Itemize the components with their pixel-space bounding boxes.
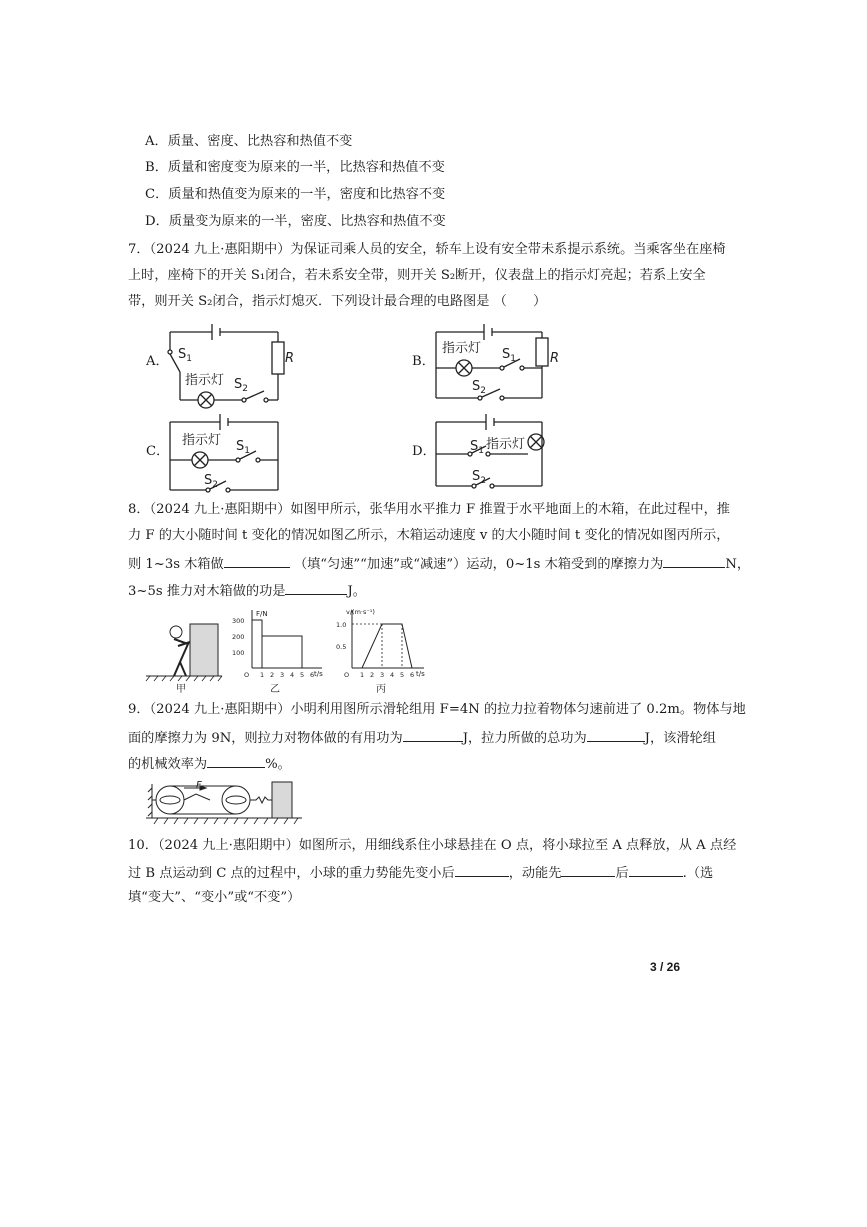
- answer-blank-6[interactable]: [207, 753, 265, 768]
- q10-line-2: 过 B 点运动到 C 点的过程中，小球的重力势能先变小后 ，动能先 后 .（选: [128, 862, 713, 884]
- resistor-label: R: [550, 351, 560, 366]
- q7-line-2: 上时，座椅下的开关 S₁闭合，若未系安全带，则开关 S₂断开，仪表盘上的指示灯亮起；若系上安全: [128, 268, 706, 283]
- force-f-label: F: [196, 780, 202, 791]
- force-line: [282, 636, 302, 668]
- x-tick-label: 5: [300, 671, 305, 679]
- q9-line-3: 的机械效率为 %。: [128, 753, 291, 775]
- q8-line-4: 3~5s 推力对木箱做的功是 J。: [128, 580, 366, 602]
- x-tick-label: 6: [410, 671, 415, 679]
- pulley-figure: [144, 778, 304, 828]
- lamp-label: 指示灯: [182, 433, 222, 448]
- s1-label: $S_1$: [236, 439, 250, 456]
- y-axis-title: v/(m·s⁻¹): [346, 608, 375, 616]
- x-tick-label: 2: [270, 671, 275, 679]
- lamp-label: 指示灯: [486, 437, 526, 452]
- velocity-line: [362, 624, 412, 668]
- s1-label: $S_1$: [470, 439, 484, 456]
- y-tick-label: 200: [232, 633, 245, 641]
- answer-blank-7[interactable]: [455, 862, 509, 877]
- y-tick-label: 0.5: [336, 643, 347, 651]
- answer-blank-4[interactable]: [403, 727, 463, 742]
- q9-line-1: 9．（2024 九上·惠阳期中）小明利用图所示滑轮组用 F=4N 的拉力拉着物体匀速前进了 0.2m。物体与地: [128, 702, 746, 717]
- x-tick-label: 3: [280, 671, 285, 679]
- circuit-b-label: B．: [412, 354, 435, 369]
- x-tick-label: 2: [370, 671, 375, 679]
- answer-blank-9[interactable]: [629, 862, 683, 877]
- option-c: C．质量和热值变为原来的一半，密度和比热容不变: [145, 187, 446, 202]
- q7-line-1: 7．（2024 九上·惠阳期中）为保证司乘人员的安全，轿车上设有安全带未系提示系统。当乘客坐在座椅: [128, 242, 726, 257]
- chart-bing: [336, 606, 428, 696]
- s1-label: $S_1$: [502, 347, 516, 364]
- q9-line-2: 面的摩擦力为 9N，则拉力对物体做的有用功为 J，拉力所做的总功为 J，该滑轮组: [128, 727, 716, 749]
- q8-line-1: 8．（2024 九上·惠阳期中）如图甲所示，张华用水平推力 F 推置于水平地面上的木箱，在此过程中，推: [128, 502, 730, 517]
- s2-label: $S_2$: [472, 379, 486, 396]
- q8-line-2: 力 F 的大小随时间 t 变化的情况如图乙所示，木箱运动速度 v 的大小随时间 t 变化的情况如图丙所示，: [128, 528, 730, 543]
- figure-jia: [144, 614, 224, 694]
- q7-line-3: 带，则开关 S₂闭合，指示灯熄灭．下列设计最合理的电路图是 （ ）: [128, 294, 547, 309]
- answer-blank-5[interactable]: [587, 727, 645, 742]
- circuit-c-label: C．: [146, 444, 170, 459]
- figure-yi-label: 乙: [270, 684, 280, 695]
- x-tick-label: 1: [260, 671, 265, 679]
- x-axis-title: t/s: [314, 670, 323, 678]
- chart-yi: [230, 606, 326, 696]
- x-tick-label: 6: [310, 671, 315, 679]
- s1-label: $S_1$: [178, 347, 192, 364]
- x-axis-title: t/s: [416, 670, 425, 678]
- circuit-a-label: A．: [146, 354, 169, 369]
- x-tick-label: 3: [380, 671, 385, 679]
- answer-blank-2[interactable]: [663, 553, 725, 568]
- figure-bing-label: 丙: [376, 684, 386, 695]
- lamp-label: 指示灯: [442, 341, 482, 356]
- q10-line-3: 填“变大”、“变小”或“不变”）: [128, 890, 301, 905]
- s2-label: $S_2$: [472, 469, 486, 486]
- lamp-label: 指示灯: [185, 373, 225, 388]
- circuit-b: [428, 318, 568, 410]
- x-tick-label: 4: [290, 671, 295, 679]
- resistor-label: R: [285, 351, 295, 366]
- option-a: A．质量、密度、比热容和热值不变: [145, 134, 353, 149]
- figure-jia-label: 甲: [176, 684, 186, 694]
- s2-label: $S_2$: [204, 473, 218, 490]
- option-d: D．质量变为原来的一半，密度、比热容和热值不变: [145, 214, 446, 229]
- answer-blank-8[interactable]: [561, 862, 615, 877]
- q10-line-1: 10．（2024 九上·惠阳期中）如图所示，用细线系住小球悬挂在 O 点，将小球拉至 A 点释放，从 A 点经: [128, 838, 737, 853]
- x-tick-label: 1: [360, 671, 365, 679]
- x-tick-label: O: [244, 671, 250, 679]
- y-tick-label: 300: [232, 617, 245, 625]
- circuit-a: [160, 318, 300, 410]
- x-tick-label: 4: [390, 671, 395, 679]
- q8-line-3: 则 1~3s 木箱做 （填“匀速”“加速”或“减速”）运动，0~1s 木箱受到的摩擦力为 N，: [128, 553, 750, 575]
- y-axis-title: F/N: [256, 610, 268, 618]
- s2-label: $S_2$: [234, 377, 248, 394]
- circuit-d-label: D．: [412, 444, 436, 459]
- answer-blank-1[interactable]: [224, 553, 290, 568]
- page-number: 3 / 26: [650, 960, 681, 974]
- answer-blank-3[interactable]: [285, 580, 347, 595]
- circuit-c: [160, 410, 300, 496]
- y-tick-label: 100: [232, 649, 245, 657]
- y-tick-label: 1.0: [336, 621, 347, 629]
- option-b: B．质量和密度变为原来的一半，比热容和热值不变: [145, 160, 445, 175]
- x-tick-label: 5: [400, 671, 405, 679]
- force-line: [252, 620, 262, 668]
- x-tick-label: O: [344, 671, 350, 679]
- circuit-d: [428, 410, 568, 496]
